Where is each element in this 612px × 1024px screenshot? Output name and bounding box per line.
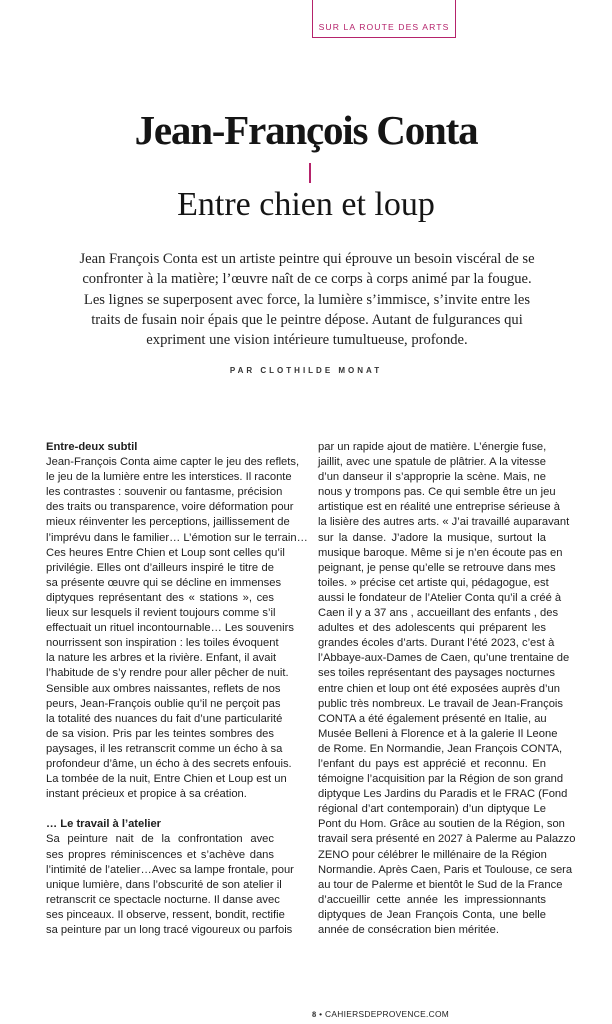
body-line: au tour de Palerme et bientôt le Sud de la France — [318, 878, 563, 891]
body-line: effectuait un rituel incontournable… Les souvenirs — [46, 622, 294, 635]
body-line: de Rome. En Normandie, Jean François CONTA, — [318, 742, 563, 755]
article-subtitle: Entre chien et loup — [177, 186, 435, 223]
body-line: artistique est en réalité une entreprise sérieuse à — [318, 501, 560, 514]
body-line: public très nombreux. Le travail de Jean-François — [318, 697, 563, 710]
body-line: grandes écoles d’arts. Durant l’été 2023, c’est à — [318, 637, 555, 650]
body-line: La tombée de la nuit, Entre Chien et Loup est un — [46, 773, 287, 786]
page-number: 8 — [312, 1010, 317, 1019]
section-label: SUR LA ROUTE DES ARTS — [318, 22, 450, 32]
body-line: la nature les arbres et la rivière. Enfant, il avait — [46, 652, 277, 665]
body-line: toiles. » précise cet artiste qui, pédagogue, est — [318, 576, 549, 589]
body-line: Sa peinture nait de la confrontation avec — [46, 833, 274, 846]
body-line: jaillit, avec une spatule de plâtrier. A la vitesse — [318, 456, 546, 469]
body-line: Pont du Hom. Grâce au soutien de la Région, son — [318, 818, 565, 831]
section-frame — [312, 0, 456, 38]
body-line: l’intimité de l’atelier…Avec sa lampe frontale, pour — [46, 863, 294, 876]
body-line: nous y trompons pas. Ce qui semble être un jeu — [318, 486, 556, 499]
lead-line: confronter à la matière; l’œuvre naît de ce corps à corps animé par la fougue. — [82, 271, 532, 288]
body-line: ses propres réminiscences et s’achève dans — [46, 848, 274, 861]
body-line: instant précieux et propice à sa création. — [46, 788, 247, 801]
body-line: des traits ou transparence, voire déformation pour — [46, 501, 294, 514]
paragraph-gap — [46, 802, 274, 817]
body-line: CONTA a été également présenté en Italie, au — [318, 712, 547, 725]
body-line: régional d’art contemporain) d’un diptyque Le — [318, 803, 546, 816]
body-line: d’accueillir cette année les impressionnants — [318, 893, 546, 906]
lead-line: Jean François Conta est un artiste peintre qui éprouve un besoin viscéral de se — [79, 251, 535, 267]
body-line: lieux sur lesquels il revient toujours comme s’il — [46, 607, 276, 620]
body-line: année de consécration bien méritée. — [318, 924, 499, 936]
body-line: par un rapide ajout de matière. L’énergie fuse, — [318, 441, 547, 453]
body-line: ses toiles représentant des paysages nocturnes — [318, 667, 555, 680]
body-line: retranscrit ce spectacle nocturne. Il danse avec — [46, 893, 280, 906]
body-line: témoigne l’acquisition par la Région de son grand — [318, 773, 564, 786]
body-line: diptyque Les Jardins du Paradis et le FRAC (Fond — [318, 788, 568, 801]
body-line: nourrissent son inspiration : les toiles évoquent — [46, 637, 279, 650]
article-title: Jean-François Conta — [134, 107, 478, 153]
body-line: les contrastes : souvenir ou fantasme, précision — [46, 486, 283, 499]
section-heading: Entre-deux subtil — [46, 441, 138, 453]
body-line: sa présente œuvre qui se décline en immenses — [46, 576, 282, 589]
body-line: sa peinture par un long tracé vigoureux ou parfois — [46, 924, 293, 936]
body-line: peurs, Jean-François oublie qu’il ne perçoit pas — [46, 697, 281, 710]
lead-line: traits de fusain noir épais que le peintre dépose. Autant de fulgurances qui — [91, 311, 523, 328]
body-column-left — [46, 440, 308, 938]
body-line: entre chien et loup ont été exposées auprès d’un — [318, 682, 560, 695]
body-line: unique lumière, dans l’obscurité de son atelier il — [46, 878, 282, 891]
lead-line: Les lignes se superposent avec force, la lumière s’immisce, s’invite entre les — [83, 291, 531, 308]
body-line: paysages, il les retranscrit comme un écho à sa — [46, 742, 283, 755]
body-column-right — [318, 440, 576, 938]
body-line: mieux réinventer les perceptions, jaillissement de — [46, 516, 290, 529]
body-line: de sa vision. Pris par les teintes sombres des — [46, 727, 274, 740]
body-line: l’habitude de s’y rendre pour aller pêcher de nuit. — [46, 667, 289, 680]
body-line: Sensible aux ombres naissantes, reflets de nos — [46, 682, 281, 695]
body-line: diptyques de Jean François Conta, une belle — [318, 908, 546, 921]
body-line: Ces heures Entre Chien et Loup sont celles qu’il — [46, 546, 285, 559]
body-line: d’un danseur il s’approprie la scène. Mais, ne — [318, 471, 546, 484]
body-line: la lisière des autres arts. « J’ai travaillé auparavant — [318, 516, 570, 529]
body-line: le jeu de la lumière entre les interstices. Il raconte — [46, 471, 292, 484]
body-line: musique baroque. Même si je n’en écoute pas en — [318, 546, 563, 559]
body-line: la totalité des nuances du fait d’une particularité — [46, 712, 283, 725]
body-line: ZENO pour célébrer le millénaire de la Région — [318, 848, 547, 861]
body-line: sur la danse. J’adore la musique, surtout la — [318, 531, 546, 544]
title-divider — [309, 163, 311, 183]
body-line: Caen il y a 37 ans , accueillant des enfants , des — [318, 607, 559, 620]
body-line: diptyques représentant des « stations », ces — [46, 591, 274, 604]
lead-line: expriment une vision intérieure tumultueuse, profonde. — [146, 332, 468, 349]
body-line: l’Abbaye-aux-Dames de Caen, qu’une trentaine de — [318, 652, 570, 665]
footer-separator: • — [319, 1009, 323, 1019]
body-line: peignant, je pense qu’elle se retrouve dans mes — [318, 561, 556, 574]
body-line: travail sera présenté en 2027 à Palerme au Palazzo — [318, 833, 576, 846]
section-heading: … Le travail à l’atelier — [46, 818, 162, 831]
body-line: privilégie. Elles ont d’ailleurs inspiré le titre de — [46, 561, 274, 574]
body-line: l’enfant du pays est apprécié et reconnu. En — [318, 757, 546, 770]
byline: PAR CLOTHILDE MONAT — [229, 366, 383, 375]
footer-site: CAHIERSDEPROVENCE.COM — [325, 1009, 450, 1019]
lead-paragraph — [60, 249, 554, 350]
body-line: l’imprévu dans le familier… L’émotion sur le terrain… — [46, 531, 308, 544]
body-line: profondeur d’âme, un écho à des secrets enfouis. — [46, 757, 292, 770]
body-line: aussi le fondateur de l’Atelier Conta qu’il a créé à — [318, 591, 562, 604]
page-footer — [312, 1009, 449, 1019]
body-line: Jean-François Conta aime capter le jeu des reflets, — [46, 456, 300, 469]
body-line: Musée Belleni à Florence et à la galerie Il Leone — [318, 727, 558, 740]
body-line: adultes et des adolescents qui préparent les — [318, 622, 546, 635]
body-line: Normandie. Après Caen, Paris et Toulouse, ce sera — [318, 863, 573, 876]
body-line: ses pinceaux. Il observe, ressent, bondit, rectifie — [46, 908, 285, 921]
